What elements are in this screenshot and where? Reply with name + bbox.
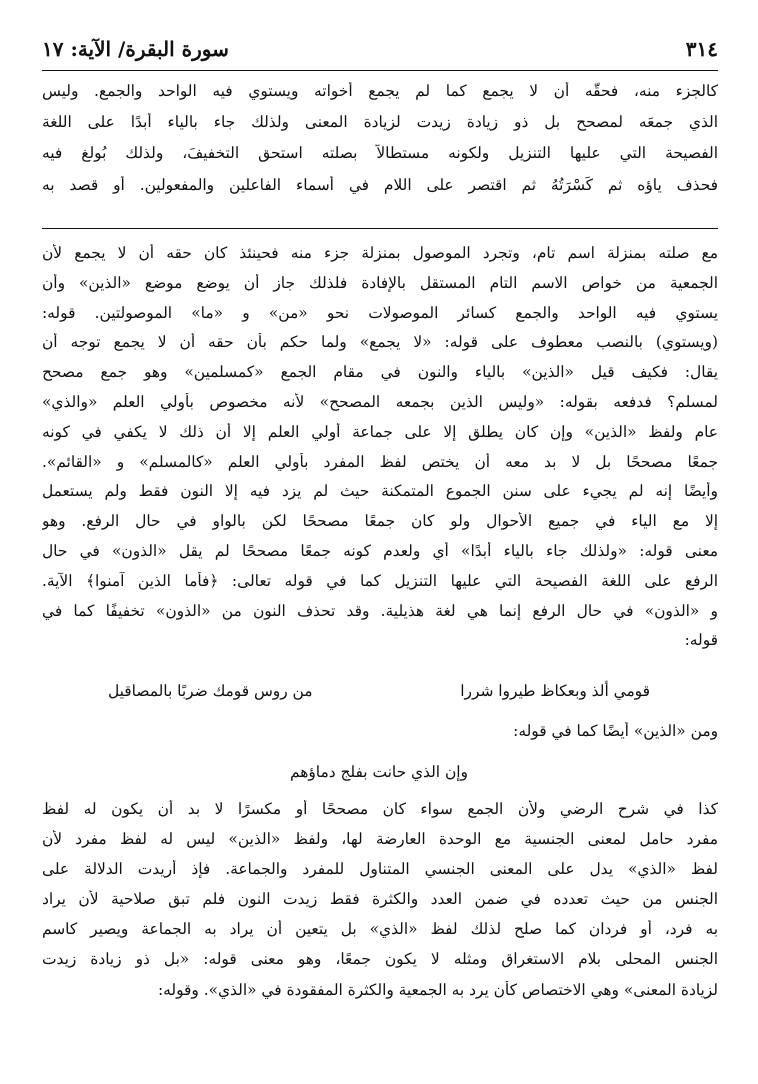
- commentary-line: عام ولفظ «الذين» وإن كان يطلق إلا على جماعة أولي العلم إلا أن ذلك لا يكفي في كونه: [42, 422, 718, 441]
- chapter-reference: سورة البقرة/ الآية: ١٧: [42, 37, 229, 61]
- commentary-line: ومن «الذين» أيضًا كما في قوله:: [513, 722, 718, 740]
- poetry-verse-1: [108, 682, 650, 700]
- main-text-line: فحذف ياؤه ثم كَسْرَتُهُ ثم اقتصر على اللام في أسماء الفاعلين والمفعولين. أو قصد به: [42, 175, 718, 194]
- commentary-line: مفرد حامل لمعنى الجنسية مع الوحدة العارضة لها، ولفظ «الذين» ليس له لفظ مفرد لأن: [42, 830, 718, 849]
- verse-left-hemistich: من روس قومك ضربًا بالمصاقيل: [108, 682, 313, 700]
- page-header: [42, 32, 718, 66]
- commentary-line: وأيضًا إنه لم يجيء على سنن الجموع المتمكنة حيث لم يزد فيه إلا النون فقط ولم يستعمل: [42, 482, 718, 501]
- header-divider: [42, 70, 718, 71]
- commentary-line: الرفع على اللغة الفصيحة التي عليها التنزيل كما في قوله تعالى: ﴿فأما الذين آمنوا﴾ الآية.: [42, 571, 718, 590]
- commentary-line: إلا مع الياء في جميع الأحوال ولو كان جمعًا مصححًا لكن بالواو في حال الرفع. وهو: [42, 512, 718, 531]
- verse-right-hemistich: قومي ألذ وبعكاظ طيروا شررا: [460, 682, 650, 700]
- commentary-line: الجنس من حيث تعدده في ضمن العدد والكثرة فقط زيدت النون فلم تبق صلاحية لأن يراد: [42, 890, 718, 909]
- commentary-part-1: [42, 244, 718, 661]
- commentary-line: قوله:: [684, 631, 718, 650]
- commentary-line: معنى قوله: «ولذلك جاء بالياء أبدًا» أي ولعدم كونه جمعًا مصححًا لم يقل «الذون» في حال: [42, 541, 718, 560]
- commentary-line: الجمعية من خواص الاسم التام المستقل بالإفادة فلذلك جاز أن يوضع موضع «الذين» وأن: [42, 273, 718, 292]
- poetry-verse-2: وإن الذي حانت بفلج دماؤهم: [290, 763, 468, 781]
- commentary-line: لمسلم؟ فدفعه بقوله: «وليس الذين بجمعه المصحح» لأنه مخصوص بأولي العلم «والذي»: [42, 392, 718, 411]
- footnote-divider: [42, 228, 718, 229]
- commentary-line: (ويستوي) بالنصب معطوف على قوله: «لا يجمع» ولما حكم بأن حقه أن لا يجمع توجه أن: [42, 333, 718, 352]
- commentary-line: به فرد، أو فردان كما صلح لذلك لفظ «الذي» بل يتعين أن يراد به الجماعة ويصير كاسم: [42, 920, 718, 939]
- commentary-line: الجنس المحلى بلام الاستغراق ومثله لا يكون جمعًا، وهو معنى قوله: «بل ذو زيادة زيدت: [42, 950, 718, 969]
- commentary-line: يستوي فيه الواحد والجمع كسائر الموصولات نحو «من» و «ما» الموصولتين. قوله:: [42, 303, 718, 322]
- commentary-line: لزيادة المعنى» وهي الاختصاص كأن يرد به الجمعية والكثرة المفقودة في «الذي». وقوله:: [157, 980, 718, 999]
- commentary-line: و «الذون» في حال الرفع إنما هي لغة هذيلية. وقد تحذف النون من «الذون» تخفيفًا كما في: [42, 601, 718, 620]
- commentary-part-3: [42, 800, 718, 1011]
- main-text-line: كالجزء منه، فحقّه أن لا يجمع كما لم يجمع أخواته ويستوي فيه الواحد والجمع. وليس: [42, 82, 718, 100]
- commentary-line: جمعًا مصححًا بل لا بد معه أن يختص لفظ المفرد بأولي العلم «كالمسلم» و «القائم».: [42, 452, 718, 471]
- commentary-line: لفظ «الذي» يدل على المعنى الجنسي المتناول للمفرد والجماعة. فإذ أريدت الدلالة على: [42, 860, 718, 879]
- commentary-line: كذا في شرح الرضي ولأن الجمع سواء كان مصححًا أو مكسرًا لا بد أن يكون له لفظ: [42, 800, 718, 818]
- commentary-line: يقال: فكيف قيل «الذين» بالياء والنون في مقام الجمع «كمسلمين» وهو جمع مصحح: [42, 363, 718, 382]
- main-text: [42, 82, 718, 207]
- main-text-line: الذي جمعَه لمصحح بل ذو زيادة زيدت لزيادة المعنى ولذلك جاء بالياء أبدًا على اللغة: [42, 113, 718, 132]
- main-text-line: الفصيحة التي عليها التنزيل ولكونه مستطالاً بصلته استحق التخفيفَ، ولذلك بُولغ فيه: [42, 144, 718, 163]
- page-number: ٣١٤: [685, 37, 718, 61]
- commentary-part-2: [42, 722, 718, 752]
- commentary-line: مع صلته بمنزلة اسم تام، وتجرد الموصول بمنزلة جزء منه فحينئذ كان حقه أن لا يجمع لأن: [42, 244, 718, 262]
